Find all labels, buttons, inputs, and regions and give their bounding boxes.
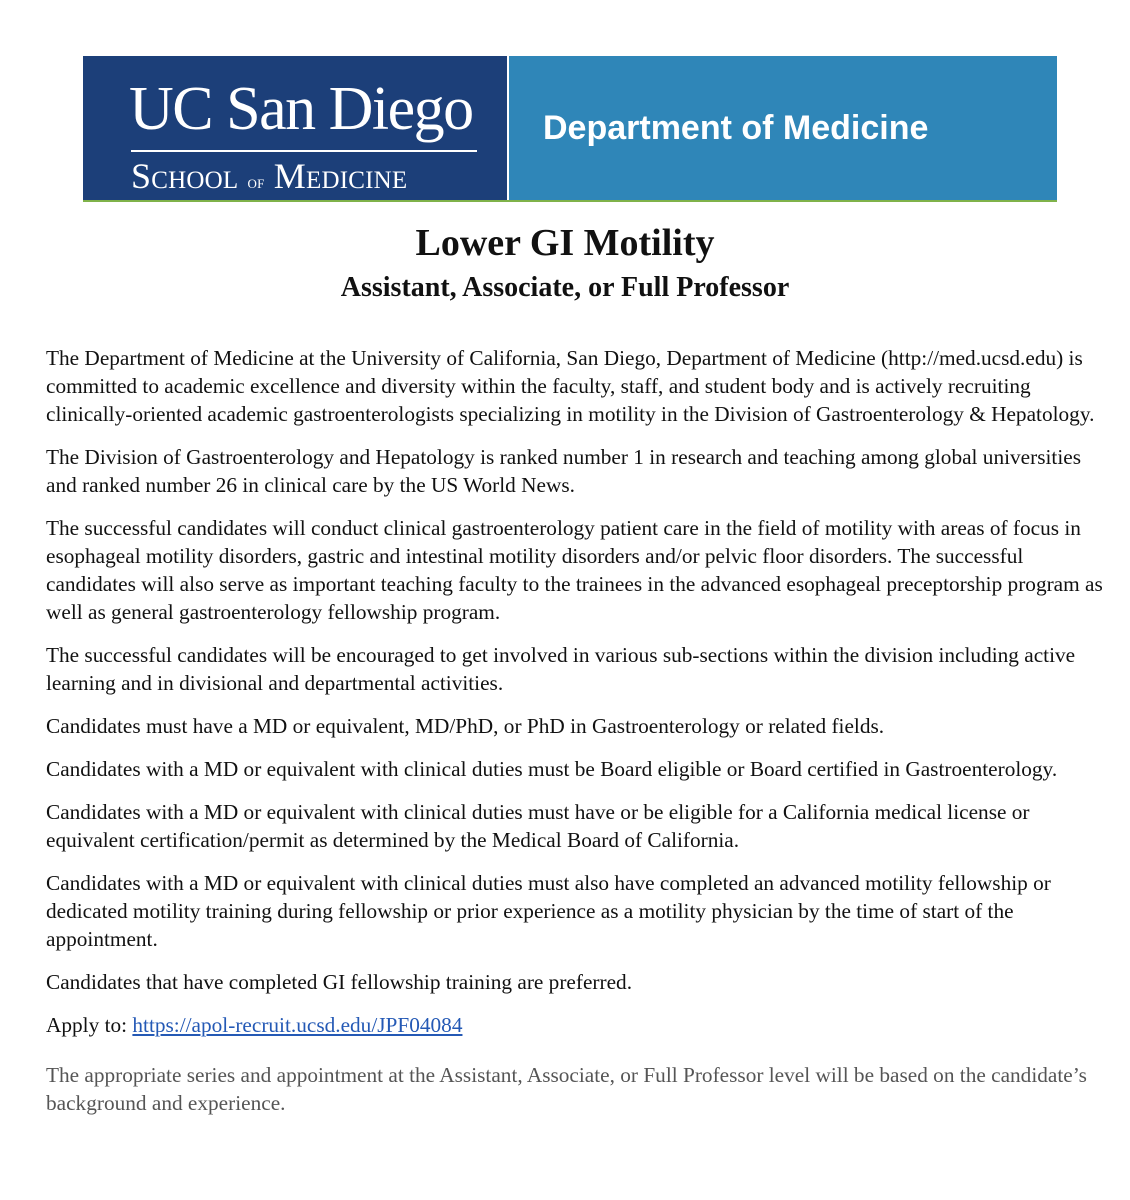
paragraph-intro: The Department of Medicine at the University of California, San Diego, Department of Medicine (http://med.ucsd.edu) is committed to academic excellence and diversity within the faculty, staff, and student body and is actively recruiting clinically-oriented academic gastroenterologists specializing in motility in the Division of Gastroenterology & Hepatology. (46, 346, 1095, 426)
department-panel (509, 56, 1057, 200)
paragraph-involvement: The successful candidates will be encouraged to get involved in various sub-sections within the division including active learning and in divisional and departmental activities. (46, 643, 1076, 695)
logo-university-name: UC San Diego (129, 75, 473, 143)
apply-label: Apply to: (46, 1013, 128, 1037)
paragraph-board-requirement: Candidates with a MD or equivalent with clinical duties must be Board eligible or Board certified in Gastroenterology. (46, 757, 1058, 781)
logo-school-word-1: School (131, 156, 239, 196)
paragraph-ranking: The Division of Gastroenterology and Hepatology is ranked number 1 in research and teaching among global universities and ranked number 26 in clinical care by the US World News. (46, 445, 1081, 497)
logo-divider-line (131, 150, 477, 152)
department-name: Department of Medicine (543, 108, 929, 147)
document-body (46, 344, 1106, 1132)
paragraph-degree-requirement: Candidates must have a MD or equivalent, MD/PhD, or PhD in Gastroenterology or related fields. (46, 714, 885, 738)
paragraph-training-requirement: Candidates with a MD or equivalent with clinical duties must also have completed an advanced motility fellowship or dedicated motility training during fellowship or prior experience as a motility physician by the time of start of the appointment. (46, 871, 1051, 951)
logo-school-word-2: Medicine (273, 156, 408, 196)
paragraph-license-requirement: Candidates with a MD or equivalent with clinical duties must have or be eligible for a California medical license or equivalent certification/permit as determined by the Medical Board of California. (46, 800, 1030, 852)
paragraph-footer-note: The appropriate series and appointment at the Assistant, Associate, or Full Professor level will be based on the candidate’s background and experience. (46, 1063, 1087, 1115)
apply-link[interactable]: https://apol-recruit.ucsd.edu/JPF04084 (132, 1013, 463, 1037)
header-banner (83, 56, 1057, 202)
logo-school-of: of (247, 172, 265, 192)
page-subtitle: Assistant, Associate, or Full Professor (340, 272, 790, 303)
paragraph-duties: The successful candidates will conduct clinical gastroenterology patient care in the field of motility with areas of focus in esophageal motility disorders, gastric and intestinal motility disorders and/or pelvic floor disorders. The successful candidates will also serve as important teaching faculty to the trainees in the advanced esophageal preceptorship program as well as general gastroenterology fellowship program. (46, 516, 1103, 624)
logo-school-name (131, 156, 407, 202)
apply-line (46, 1011, 1106, 1039)
paragraph-preference: Candidates that have completed GI fellowship training are preferred. (46, 970, 633, 994)
page-title: Lower GI Motility (415, 222, 715, 264)
ucsd-school-of-medicine-logo (83, 56, 507, 200)
